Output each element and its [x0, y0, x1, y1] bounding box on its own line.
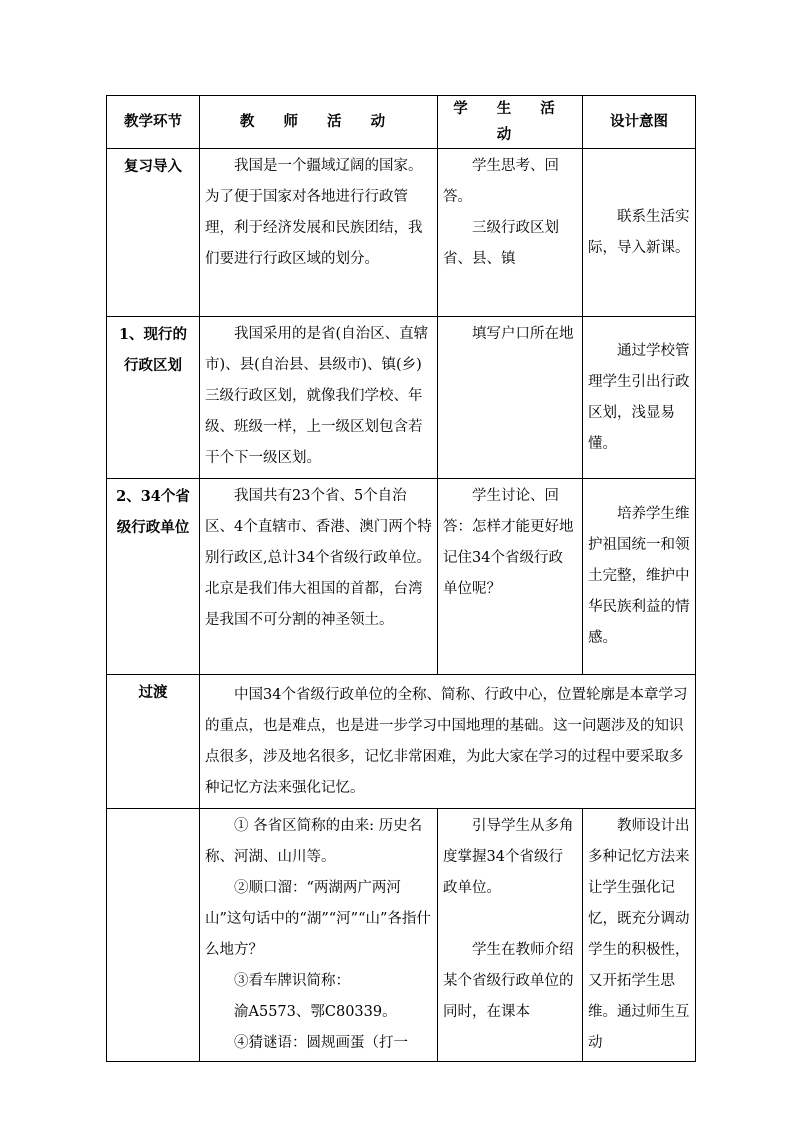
- table-row: [107, 317, 696, 479]
- table-row: [107, 149, 696, 317]
- stage-cell: 复习导入: [107, 149, 200, 317]
- stage-cell: 2、34个省级行政单位: [107, 479, 200, 675]
- header-design-intent: 设计意图: [583, 96, 696, 149]
- teacher-cell: 我国采用的是省(自治区、直辖市)、县(自治县、县级市)、镇(乡)三级行政区划，就像我们学校、年级、班级一样，上一级区划包含若干个下一级区划。: [200, 317, 438, 479]
- transition-cell: 中国34个省级行政单位的全称、简称、行政中心，位置轮廓是本章学习的重点，也是难点，也是进一步学习中国地理的基础。这一问题涉及的知识点很多，涉及地名很多，记忆非常困难，为此大家在学习的过程中要采取多种记忆方法来强化记忆。: [200, 675, 696, 809]
- teacher-cell: 我国是一个疆域辽阔的国家。为了便于国家对各地进行行政管理，利于经济发展和民族团结，我们要进行行政区域的划分。: [200, 149, 438, 317]
- lesson-plan-table: [106, 95, 696, 1062]
- design-cell: 联系生活实际，导入新课。: [583, 149, 696, 317]
- stage-cell: 1、现行的行政区划: [107, 317, 200, 479]
- student-cell: 学生思考、回答。 三级行政区划省、县、镇: [438, 149, 583, 317]
- teacher-cell: 我国共有23个省、5个自治区、4个直辖市、香港、澳门两个特别行政区,总计34个省级行政单位。北京是我们伟大祖国的首都，台湾是我国不可分割的神圣领土。: [200, 479, 438, 675]
- header-teacher-activity: 教 师 活 动: [200, 96, 438, 149]
- student-cell: 引导学生从多角度掌握34个省级行政单位。 学生在教师介绍某个省级行政单位的同时，在课本: [438, 809, 583, 1062]
- student-cell: 学生讨论、回答：怎样才能更好地记住34个省级行政单位呢？: [438, 479, 583, 675]
- table-row: [107, 809, 696, 1062]
- header-student-activity: 学 生 活 动: [438, 96, 583, 149]
- design-cell: 培养学生维护祖国统一和领土完整，维护中华民族利益的情感。: [583, 479, 696, 675]
- header-stage: 教学环节: [107, 96, 200, 149]
- stage-cell: [107, 809, 200, 1062]
- stage-cell: 过渡: [107, 675, 200, 809]
- teacher-cell: ① 各省区简称的由来: 历史名称、河湖、山川等。 ②顺口溜：“两湖两广两河山”这句话中的“湖”“河”“山”各指什么地方？ ③看车牌识简称： 渝A5573、鄂C80339。 ④猜谜语：圆规画蛋（打一: [200, 809, 438, 1062]
- design-cell: 教师设计出多种记忆方法来让学生强化记忆，既充分调动学生的积极性，又开拓学生思维。通过师生互动: [583, 809, 696, 1062]
- student-cell: 填写户口所在地: [438, 317, 583, 479]
- table-row: [107, 479, 696, 675]
- design-cell: 通过学校管理学生引出行政区划，浅显易懂。: [583, 317, 696, 479]
- header-row: [107, 96, 696, 149]
- table-row: [107, 675, 696, 809]
